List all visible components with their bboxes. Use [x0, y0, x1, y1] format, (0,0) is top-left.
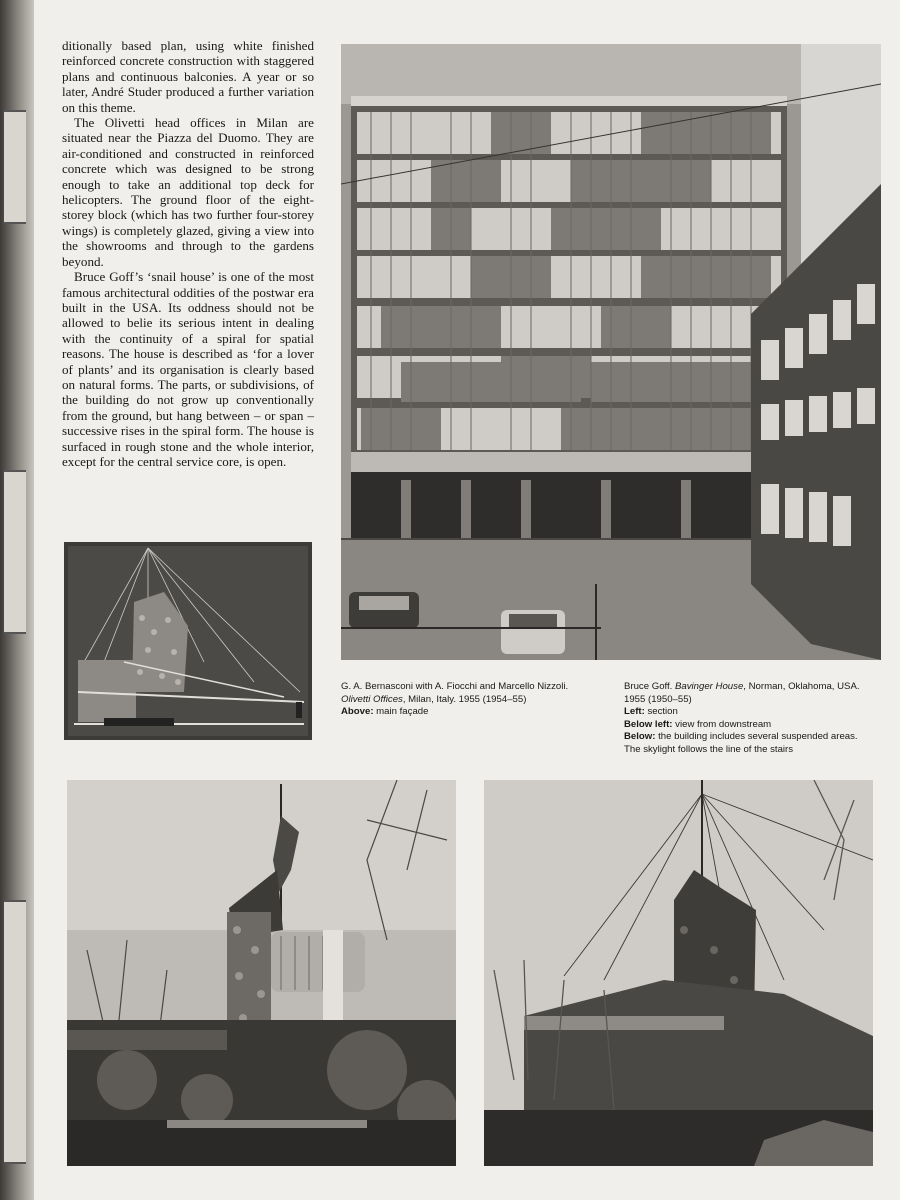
paragraph: ditionally based plan, using white finished reinforced concrete construction with staggered plans and continuous balconies. A year or so later, André Studer produced a further variation on this theme. — [62, 38, 314, 115]
caption-title-line — [341, 694, 616, 707]
goff-caption — [624, 681, 886, 757]
caption-below-text: the building includes several suspended areas. — [655, 731, 858, 743]
caption-below-left-label: Below left: — [624, 718, 673, 730]
caption-below-label: Below: — [624, 731, 656, 743]
caption-left-label: Left: — [624, 706, 645, 718]
caption-left-line — [624, 706, 886, 719]
caption-below-left-line — [624, 719, 886, 732]
spine-building-strip — [4, 900, 26, 1164]
caption-place-date: , Milan, Italy. 1955 (1954–55) — [402, 693, 527, 705]
paragraph: The Olivetti head offices in Milan are situated near the Piazza del Duomo. They are air-conditioned and constructed in reinforced concrete which was designed to be strong enough to take an additional top deck for helicopters. The ground floor of the eight-storey block (which has two further four-storey wings) is completely glazed, giving a view into the showrooms and through to the gardens beyond. — [62, 115, 314, 269]
caption-date: 1955 (1950–55) — [624, 693, 692, 705]
caption-title: Bavinger House — [675, 681, 744, 692]
caption-above-line — [341, 706, 616, 719]
bavinger-downstream-photo — [67, 780, 456, 1166]
olivetti-caption — [341, 681, 616, 719]
caption-below-left-text: view from downstream — [672, 718, 772, 730]
caption-authors: G. A. Bernasconi with A. Fiocchi and Marcello Nizzoli. — [341, 681, 569, 692]
body-text-column — [62, 38, 314, 469]
caption-above-label: Above: — [341, 706, 374, 718]
caption-title: Olivetti Offices — [341, 693, 403, 705]
caption-architect: Bruce Goff. — [624, 681, 676, 692]
caption-title-line — [624, 681, 886, 694]
spine-building-strip — [4, 470, 26, 634]
olivetti-facade-photo — [341, 44, 881, 660]
caption-below-text-2: The skylight follows the line of the stairs — [624, 743, 794, 755]
caption-above-text: main façade — [373, 706, 429, 718]
caption-below-line — [624, 731, 886, 744]
bavinger-skylight-photo — [484, 780, 873, 1166]
caption-place: , Norman, Oklahoma, USA. — [743, 681, 860, 692]
bavinger-section-drawing — [64, 542, 312, 740]
book-spine — [0, 0, 34, 1200]
caption-left-text: section — [644, 706, 678, 718]
paragraph: Bruce Goff’s ‘snail house’ is one of the most famous architectural oddities of the postwar era built in the USA. Its oddness should not be allowed to belie its serious intent in dealing with the continuity of a spiral for spatial reasons. The house is described as ‘for a lover of plants’ and its organisation is clearly based on natural forms. The parts, or subdivisions, of the building do not grow up conventionally from the ground, but hang between – or span – successive rises in the spiral form. The house is surfaced in rough stone and the whole interior, except for the central service core, is open. — [62, 269, 314, 469]
spine-building-strip — [4, 110, 26, 224]
